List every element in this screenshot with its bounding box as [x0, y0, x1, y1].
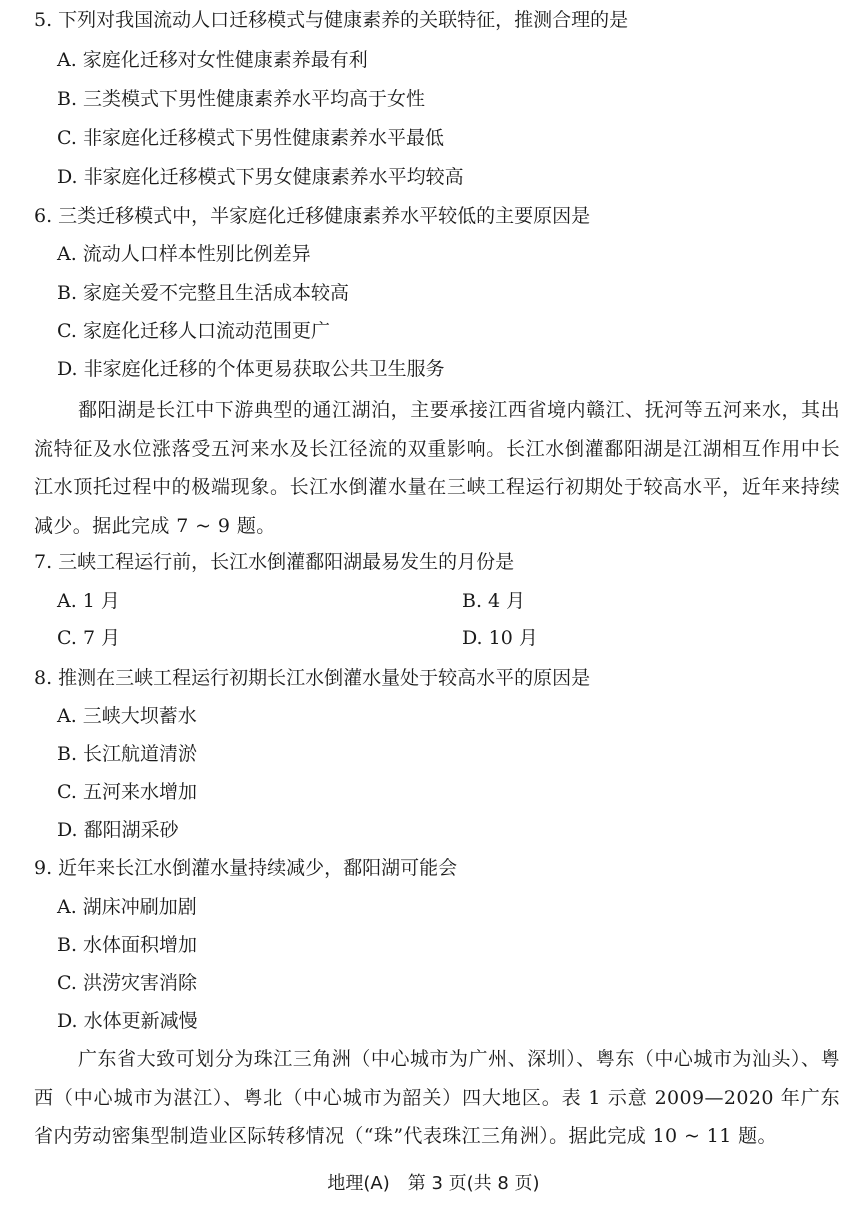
- question-7-option-c: C. 7 月: [57, 627, 121, 649]
- question-6-option-d: D. 非家庭化迁移的个体更易获取公共卫生服务: [57, 358, 445, 380]
- passage-poyang-lake: 鄱阳湖是长江中下游典型的通江湖泊，主要承接江西省境内赣江、抚河等五河来水，其出流特征及水位涨落受五河来水及长江径流的双重影响。长江水倒灌鄱阳湖是江湖相互作用中长江水顶托过程中的极端现象。长江水倒灌水量在三峡工程运行初期处于较高水平，近年来持续减少。据此完成 7 ~ 9 题。: [34, 399, 840, 537]
- question-7-option-a: A. 1 月: [57, 590, 120, 612]
- question-9-option-d: D. 水体更新减慢: [57, 1010, 198, 1032]
- question-5-stem: 5. 下列对我国流动人口迁移模式与健康素养的关联特征，推测合理的是: [34, 9, 629, 31]
- question-6-option-b: B. 家庭关爱不完整且生活成本较高: [57, 282, 350, 304]
- question-6-stem: 6. 三类迁移模式中，半家庭化迁移健康素养水平较低的主要原因是: [34, 205, 591, 227]
- question-5-option-a: A. 家庭化迁移对女性健康素养最有利: [57, 49, 368, 71]
- question-8-option-a: A. 三峡大坝蓄水: [57, 705, 197, 727]
- question-8-option-b: B. 长江航道清淤: [57, 743, 198, 765]
- question-9-option-c: C. 洪涝灾害消除: [57, 972, 197, 994]
- question-6-option-a: A. 流动人口样本性别比例差异: [57, 243, 311, 265]
- question-7-stem: 7. 三峡工程运行前，长江水倒灌鄱阳湖最易发生的月份是: [34, 551, 515, 573]
- page-footer: 地理(A) 第 3 页(共 8 页): [327, 1173, 540, 1194]
- question-5-option-b: B. 三类模式下男性健康素养水平均高于女性: [57, 88, 426, 110]
- question-9-stem: 9. 近年来长江水倒灌水量持续减少，鄱阳湖可能会: [34, 857, 458, 879]
- question-5-option-c: C. 非家庭化迁移模式下男性健康素养水平最低: [57, 127, 444, 149]
- question-8-option-c: C. 五河来水增加: [57, 781, 197, 803]
- question-8-stem: 8. 推测在三峡工程运行初期长江水倒灌水量处于较高水平的原因是: [34, 667, 591, 689]
- question-9-option-b: B. 水体面积增加: [57, 934, 198, 956]
- question-9-option-a: A. 湖床冲刷加剧: [57, 896, 197, 918]
- passage-guangdong: 广东省大致可划分为珠江三角洲（中心城市为广州、深圳）、粤东（中心城市为汕头）、粤西（中心城市为湛江）、粤北（中心城市为韶关）四大地区。表 1 示意 2009—2020 年广东省内劳动密集型制造业区际转移情况（“珠”代表珠江三角洲）。据此完成 10 ~ 11 题。: [34, 1048, 840, 1147]
- question-8-option-d: D. 鄱阳湖采砂: [57, 819, 179, 841]
- question-6-option-c: C. 家庭化迁移人口流动范围更广: [57, 320, 330, 342]
- question-7-option-d: D. 10 月: [462, 627, 538, 649]
- question-7-option-b: B. 4 月: [462, 590, 526, 612]
- question-5-option-d: D. 非家庭化迁移模式下男女健康素养水平均较高: [57, 166, 464, 188]
